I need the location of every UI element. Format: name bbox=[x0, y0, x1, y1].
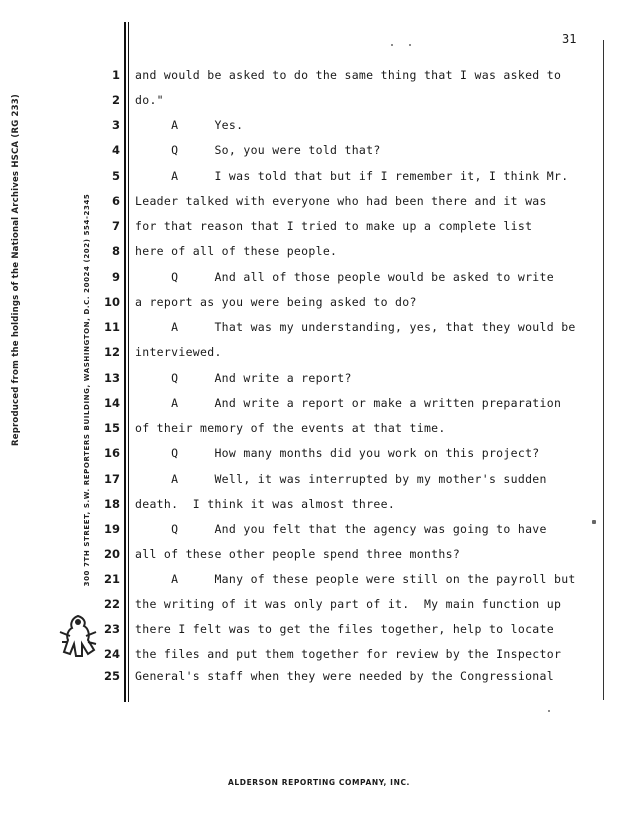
transcript-line bbox=[0, 320, 638, 340]
line-number: 19 bbox=[104, 522, 121, 536]
line-number: 25 bbox=[104, 669, 121, 683]
line-number: 15 bbox=[104, 421, 121, 435]
transcript-line bbox=[0, 421, 638, 441]
line-text: A Yes. bbox=[135, 118, 244, 132]
line-text: Q And write a report? bbox=[135, 371, 352, 385]
line-number: 8 bbox=[111, 244, 120, 258]
line-text: all of these other people spend three months? bbox=[135, 547, 461, 561]
line-text: the files and put them together for review by the Inspector bbox=[135, 647, 562, 661]
line-text: A Many of these people were still on the payroll but bbox=[135, 572, 576, 586]
transcript-line bbox=[0, 371, 638, 391]
line-number: 17 bbox=[104, 472, 121, 486]
line-text: there I felt was to get the files together, help to locate bbox=[135, 622, 554, 636]
line-number: 4 bbox=[111, 143, 120, 157]
transcript-line bbox=[0, 572, 638, 592]
line-text: Leader talked with everyone who had been there and it was bbox=[135, 194, 547, 208]
line-number: 3 bbox=[111, 118, 120, 132]
line-number: 12 bbox=[104, 345, 121, 359]
transcript-line bbox=[0, 93, 638, 113]
line-number: 13 bbox=[104, 371, 121, 385]
line-text: for that reason that I tried to make up a complete list bbox=[135, 219, 533, 233]
page-number: 31 bbox=[562, 32, 577, 46]
line-number: 18 bbox=[104, 497, 121, 511]
line-number: 5 bbox=[111, 169, 120, 183]
line-text: A That was my understanding, yes, that they would be bbox=[135, 320, 576, 334]
line-text: Q And all of those people would be asked to write bbox=[135, 270, 554, 284]
line-text: of their memory of the events at that time. bbox=[135, 421, 446, 435]
line-text: a report as you were being asked to do? bbox=[135, 295, 417, 309]
transcript-line bbox=[0, 547, 638, 567]
transcript-line bbox=[0, 497, 638, 517]
line-number: 10 bbox=[104, 295, 121, 309]
line-text: A Well, it was interrupted by my mother's sudden bbox=[135, 472, 547, 486]
line-number: 20 bbox=[104, 547, 121, 561]
line-number: 24 bbox=[104, 647, 121, 661]
line-number: 2 bbox=[111, 93, 120, 107]
line-text: Q And you felt that the agency was going to have bbox=[135, 522, 547, 536]
transcript-line bbox=[0, 446, 638, 466]
line-text: death. I think it was almost three. bbox=[135, 497, 396, 511]
archive-note-text: Reproduced from the holdings of the National Archives HSCA (RG 233) bbox=[11, 94, 21, 446]
scan-speck bbox=[548, 710, 550, 712]
line-number: 1 bbox=[111, 68, 120, 82]
line-text: Q How many months did you work on this project? bbox=[135, 446, 540, 460]
line-text: interviewed. bbox=[135, 345, 222, 359]
line-text: do." bbox=[135, 93, 164, 107]
line-number: 14 bbox=[104, 396, 121, 410]
reporter-address-text: 300 7TH STREET, S.W. REPORTERS BUILDING, WASHINGTON, D.C. 20024 (202) 554-2345 bbox=[83, 193, 91, 587]
transcript-line bbox=[0, 472, 638, 492]
scan-speck bbox=[391, 44, 393, 46]
line-text: here of all of these people. bbox=[135, 244, 338, 258]
transcript-line bbox=[0, 295, 638, 315]
line-number: 9 bbox=[111, 270, 120, 284]
reporter-seal-icon bbox=[56, 612, 100, 660]
line-text: and would be asked to do the same thing that I was asked to bbox=[135, 68, 562, 82]
line-text: the writing of it was only part of it. My main function up bbox=[135, 597, 562, 611]
line-number: 22 bbox=[104, 597, 121, 611]
line-number: 16 bbox=[104, 446, 121, 460]
line-number: 11 bbox=[104, 320, 121, 334]
reporting-company-footer: ALDERSON REPORTING COMPANY, INC. bbox=[227, 778, 411, 787]
transcript-line bbox=[0, 244, 638, 264]
scan-speck bbox=[409, 44, 411, 46]
line-text: A I was told that but if I remember it, I think Mr. bbox=[135, 169, 569, 183]
transcript-line bbox=[0, 169, 638, 189]
transcript-line bbox=[0, 345, 638, 365]
transcript-line bbox=[0, 143, 638, 163]
line-number: 6 bbox=[111, 194, 120, 208]
line-text: Q So, you were told that? bbox=[135, 143, 381, 157]
line-number: 23 bbox=[104, 622, 121, 636]
line-text: General's staff when they were needed by the Congressional bbox=[135, 669, 554, 683]
transcript-line bbox=[0, 219, 638, 239]
transcript-line bbox=[0, 396, 638, 416]
transcript-line bbox=[0, 669, 638, 689]
transcript-line bbox=[0, 522, 638, 542]
line-number: 7 bbox=[111, 219, 120, 233]
line-text: A And write a report or make a written preparation bbox=[135, 396, 562, 410]
transcript-line bbox=[0, 118, 638, 138]
transcript-line bbox=[0, 270, 638, 290]
transcript-line bbox=[0, 68, 638, 88]
transcript-line bbox=[0, 194, 638, 214]
line-number: 21 bbox=[104, 572, 121, 586]
